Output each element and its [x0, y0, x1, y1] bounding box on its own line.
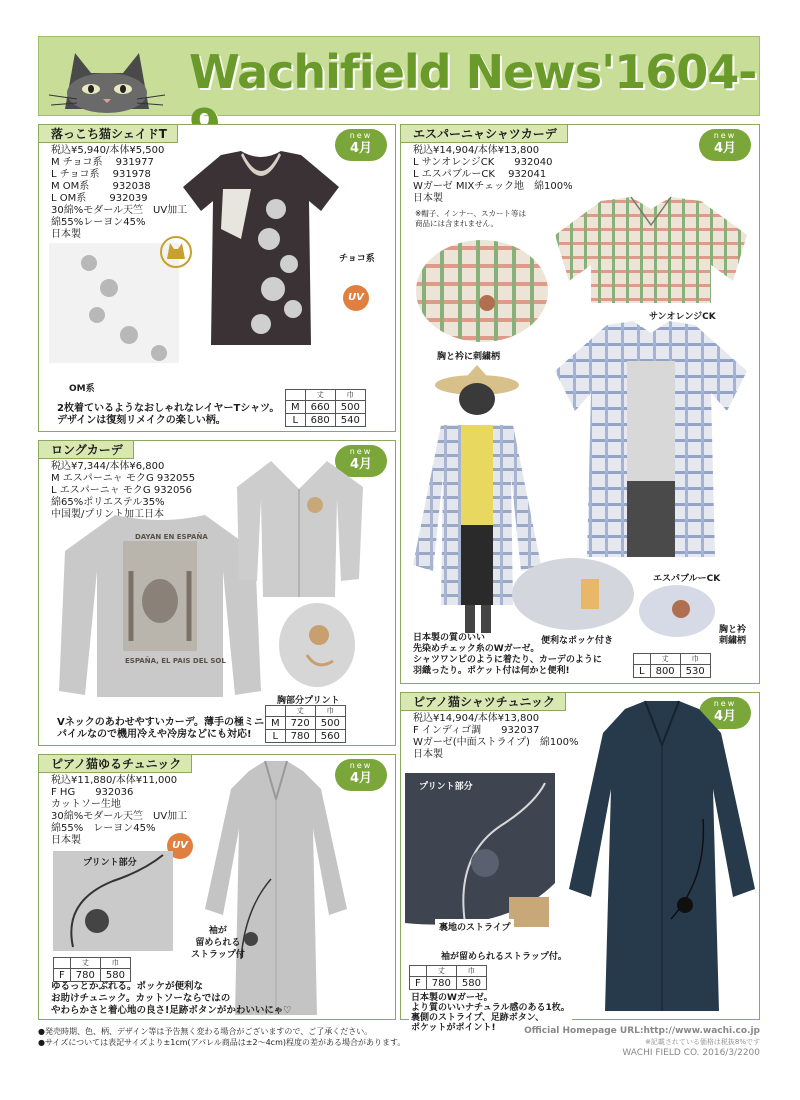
product-description: 日本製の質のいい 先染めチェック糸のWガーゼ。 シャツワンピのように着たり、カーデのように 羽織ったり。ポケット付は何かと便利! — [413, 633, 602, 676]
label-choco: チョコ系 — [339, 254, 375, 264]
label-lining-stripe: 裏地のストライプ — [435, 919, 514, 934]
company-date: WACHI FIELD CO. 2016/3/2200 — [622, 1048, 760, 1058]
size-table: 丈 巾 F 780 580 — [53, 957, 131, 982]
40th-anniversary-cat-icon — [159, 235, 193, 269]
shirt-print-detail-image — [405, 773, 555, 933]
footer-notes: ●発売時期、色、柄、デザイン等は予告無く変わる場合がございますので、ご了承ください。 ●サイズについては表記サイズより±1cm(アパレル商品は±2～4cm)程度の差がある場合があります。 — [38, 1027, 406, 1047]
label-espa-blue-ck: エスパブルーCK — [653, 574, 721, 584]
product-title: 落っこち猫シェイドT — [39, 125, 178, 143]
new-badge: new 4月 — [335, 129, 387, 161]
product-description: Vネックのあわせやすいカーデ。薄手の極ミニ パイルなので機用冷えや冷房などにも対応! — [57, 717, 265, 740]
embroidery-detail-image — [637, 583, 717, 639]
pocket-detail-image — [511, 557, 635, 631]
label-pocket: 便利なポッケ付き — [541, 636, 614, 646]
piano-shirt-tunic-image — [567, 699, 757, 1015]
product-specs: 税込¥7,344/本体¥6,800 M エスパーニャ モクG 932055 L エスパーニャ モクG 932056 綿65%ポリエステル35% 中国製/プリント加工日本 — [51, 461, 196, 520]
piano-tunic-image — [201, 759, 351, 1017]
product-title: エスパーニャシャツカーデ — [401, 125, 568, 143]
chest-print-detail-image — [277, 601, 357, 689]
footer — [38, 1026, 760, 1066]
label-chest-print: 胸部分プリント — [277, 696, 340, 706]
size-table: 丈 巾 L 800 530 — [633, 653, 711, 678]
footer-info — [524, 1026, 760, 1059]
collar-detail-image — [415, 239, 549, 343]
label-chest-collar-embroidery: 胸と衿 刺繍柄 — [719, 625, 747, 646]
size-table: 丈 巾 F 780 580 — [409, 965, 487, 990]
label-sun-orange-ck: サンオレンジCK — [649, 312, 716, 322]
print-text-top: DAYAN EN ESPAÑA — [135, 533, 208, 541]
product-description: 2枚着ているようなおしゃれなレイヤーTシャツ。 デザインは復刻リメイクの楽しい柄。 — [57, 403, 280, 426]
dayan-cat-logo-icon — [47, 39, 167, 115]
long-cardigan-front-image — [235, 459, 365, 599]
items-not-included-note: ※帽子、インナー、スカート等は 商品には含まれません。 — [415, 209, 526, 228]
product-card-long-cardigan — [38, 440, 396, 746]
size-table: 丈 巾 M 720 500 L 780 560 — [265, 705, 346, 743]
espana-shirt-orange-image — [551, 195, 751, 305]
product-specs: 税込¥14,904/本体¥13,800 F インディゴ調 932037 Wガーゼ(中面ストライプ) 綿100% 日本製 — [413, 713, 579, 760]
shade-tshirt-image — [181, 149, 341, 349]
label-sleeve-strap: 袖が 留められる ストラップ付 — [191, 926, 245, 960]
product-description: ゆるっとかぶれる。ポッケが便利な お助けチュニック。カットソーならではの やわらかさと着心地の良さ!足跡ボタンがかわいいにゃ♡ — [51, 981, 292, 1016]
product-specs: 税込¥14,904/本体¥13,800 L サンオレンジCK 932040 L エスパブルーCK 932041 Wガーゼ MIXチェック地 綿100% 日本製 — [413, 145, 573, 204]
page-title: Wachifield News'1604- — [189, 45, 757, 99]
product-description: 日本製のWガーゼ。 より質のいいナチュラル感のある1枚。 裏側のストライプ、足跡ボタン、 ポケットがポイント! — [411, 993, 570, 1033]
product-title: ロングカーデ — [39, 441, 134, 459]
catalog-page — [38, 36, 760, 1076]
new-badge: new 4月 — [335, 759, 387, 791]
new-badge: new 4月 — [335, 445, 387, 477]
product-title: ピアノ猫シャツチュニック — [401, 693, 566, 711]
product-specs: 税込¥5,940/本体¥5,500 M チョコ系 931977 L チョコ系 931978 M OM系 932038 L OM系 932039 30綿%モダール天竺 UV加工 綿55%レーヨン45% 日本製 — [51, 145, 188, 240]
product-card-espana-shirt — [400, 124, 760, 684]
espana-shirt-blue-image — [551, 321, 751, 561]
product-specs: 税込¥11,880/本体¥11,000 F HG 932036 カットソー生地 30綿%モダール天竺 UV加工 綿55% レーヨン45% 日本製 — [51, 775, 188, 846]
size-table: 丈 巾 M 660 500 L 680 540 — [285, 389, 366, 427]
uv-badge: UV — [167, 833, 193, 859]
header-banner — [38, 36, 760, 116]
new-badge: new 4月 — [699, 697, 751, 729]
homepage-url: Official Homepage URL:http://www.wachi.co.jp — [524, 1026, 760, 1036]
uv-badge: UV — [343, 285, 369, 311]
new-badge: new 4月 — [699, 129, 751, 161]
label-sleeve-strap: 袖が留められるストラップ付。 — [441, 952, 567, 962]
label-collar-embroidery: 胸と衿に刺繍柄 — [437, 352, 501, 362]
print-text-bottom: ESPAÑA, EL PAIS DEL SOL — [125, 657, 226, 665]
product-title: ピアノ猫ゆるチュニック — [39, 755, 192, 773]
product-card-piano-tunic — [38, 754, 396, 1020]
price-note: ※記載されている価格は税抜8%です — [645, 1038, 760, 1046]
label-print-area: プリント部分 — [419, 782, 473, 792]
product-card-shade-t — [38, 124, 396, 432]
label-om: OM系 — [69, 384, 95, 394]
label-print-area: プリント部分 — [83, 858, 137, 868]
